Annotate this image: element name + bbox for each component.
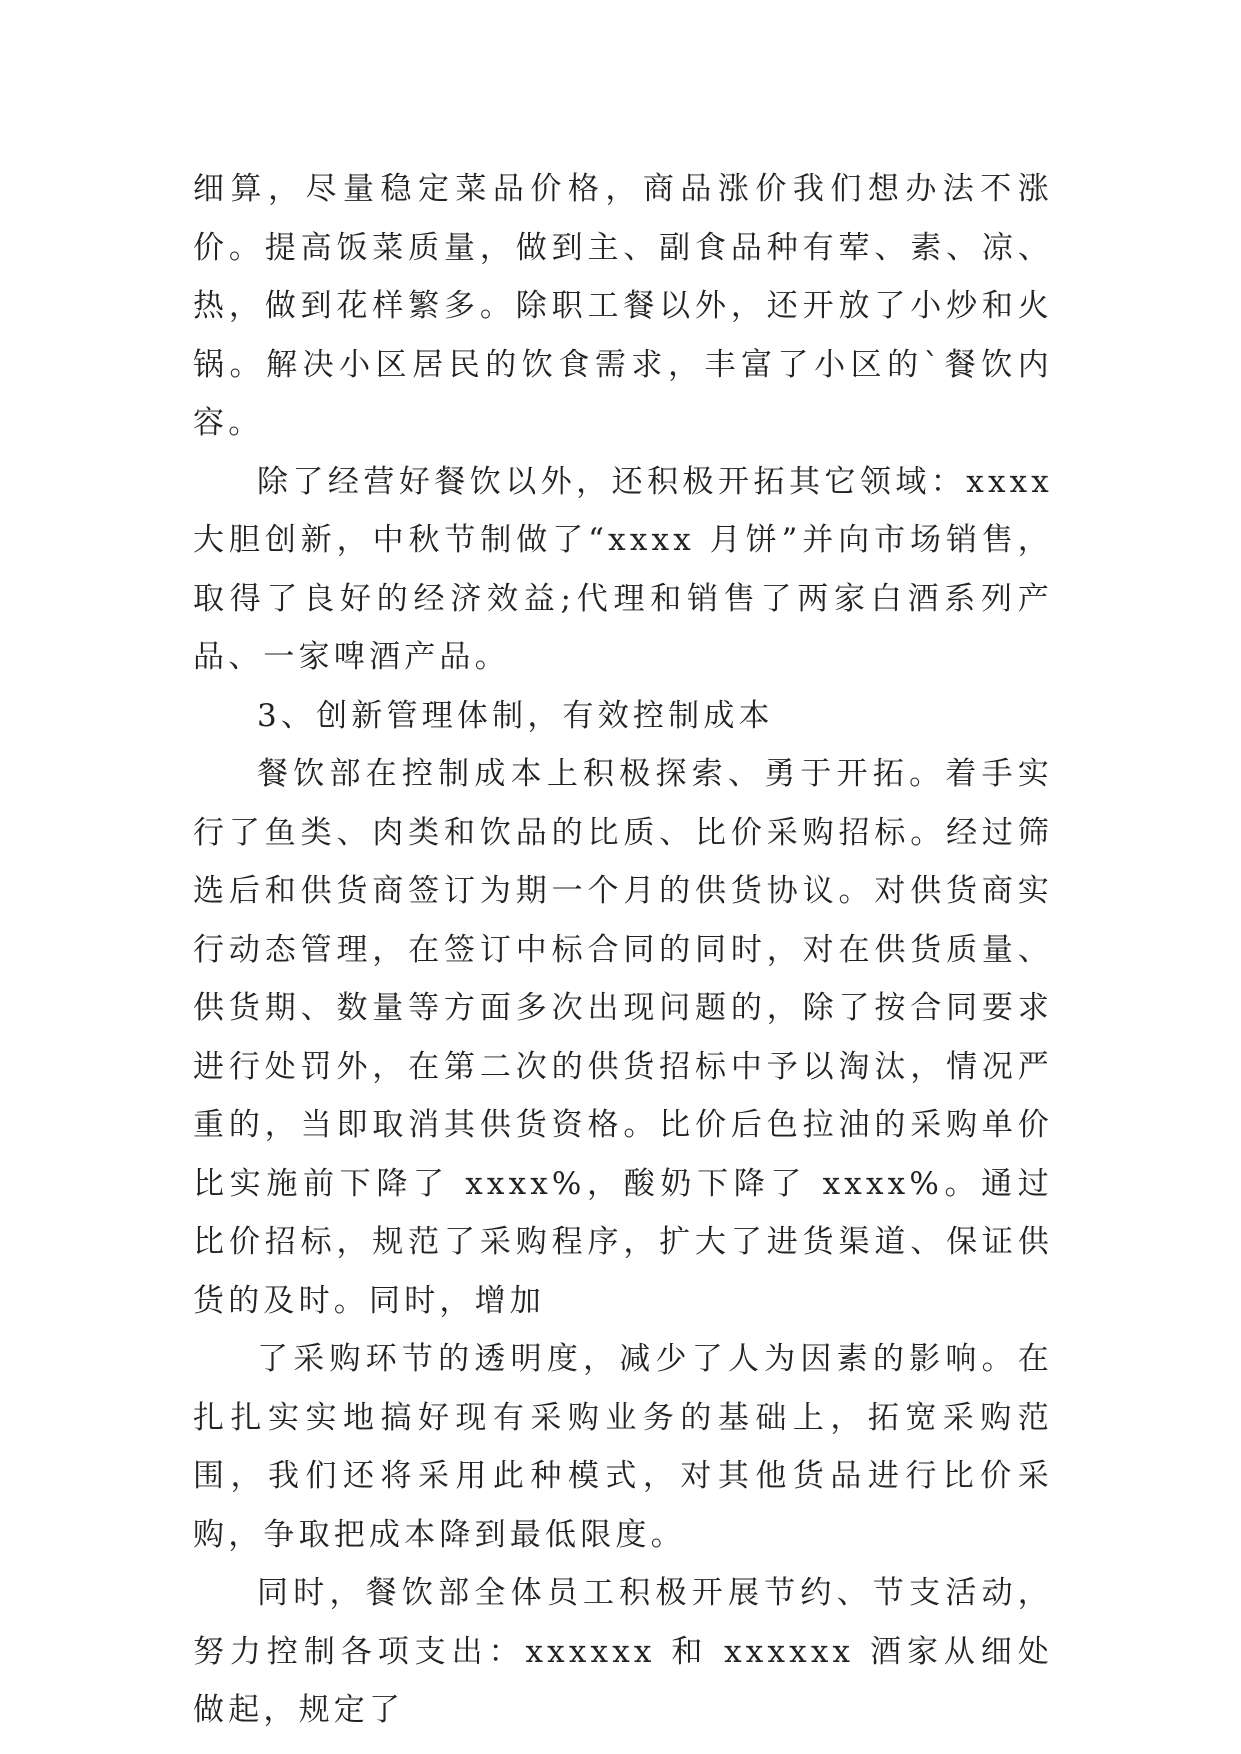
section-heading: 3、创新管理体制，有效控制成本 [257, 697, 774, 734]
paragraph-transparency: 了采购环节的透明度，减少了人为因素的影响。在扎扎实实地搞好现有采购业务的基础上，拓宽采购范围，我们还将采用此种模式，对其他货品进行比价采购，争取把成本降到最低限度。 [193, 1341, 1053, 1553]
paragraph-cost-control: 餐饮部在控制成本上积极探索、勇于开拓。着手实行了鱼类、肉类和饮品的比质、比价采购招标。经过筛选后和供货商签订为期一个月的供货协议。对供货商实行动态管理，在签订中标合同的同时，对在供货质量、供货期、数量等方面多次出现问题的，除了按合同要求进行处罚外，在第二次的供货招标中予以淘汰，情况严重的，当即取消其供货资格。比价后色拉油的采购单价比实施前下降了 xxxx%，酸奶下降了 xxxx%。通过比价招标，规范了采购程序，扩大了进货渠道、保证供货的及时。同时，增加 [193, 756, 1053, 1319]
paragraph-saving: 同时，餐饮部全体员工积极开展节约、节支活动，努力控制各项支出：xxxxxx 和 xxxxxx 酒家从细处做起，规定了 [193, 1575, 1053, 1728]
document-body [193, 160, 1053, 1740]
paragraph-other-business: 除了经营好餐饮以外，还积极开拓其它领域：xxxx 大胆创新，中秋节制做了“xxxx 月饼”并向市场销售，取得了良好的经济效益;代理和销售了两家白酒系列产品、一家啤酒产品。 [193, 463, 1053, 675]
paragraph-continuation: 细算，尽量稳定菜品价格，商品涨价我们想办法不涨价。提高饭菜质量，做到主、副食品种有荤、素、凉、热，做到花样繁多。除职工餐以外，还开放了小炒和火锅。解决小区居民的饮食需求，丰富了小区的`餐饮内容。 [193, 171, 1053, 441]
